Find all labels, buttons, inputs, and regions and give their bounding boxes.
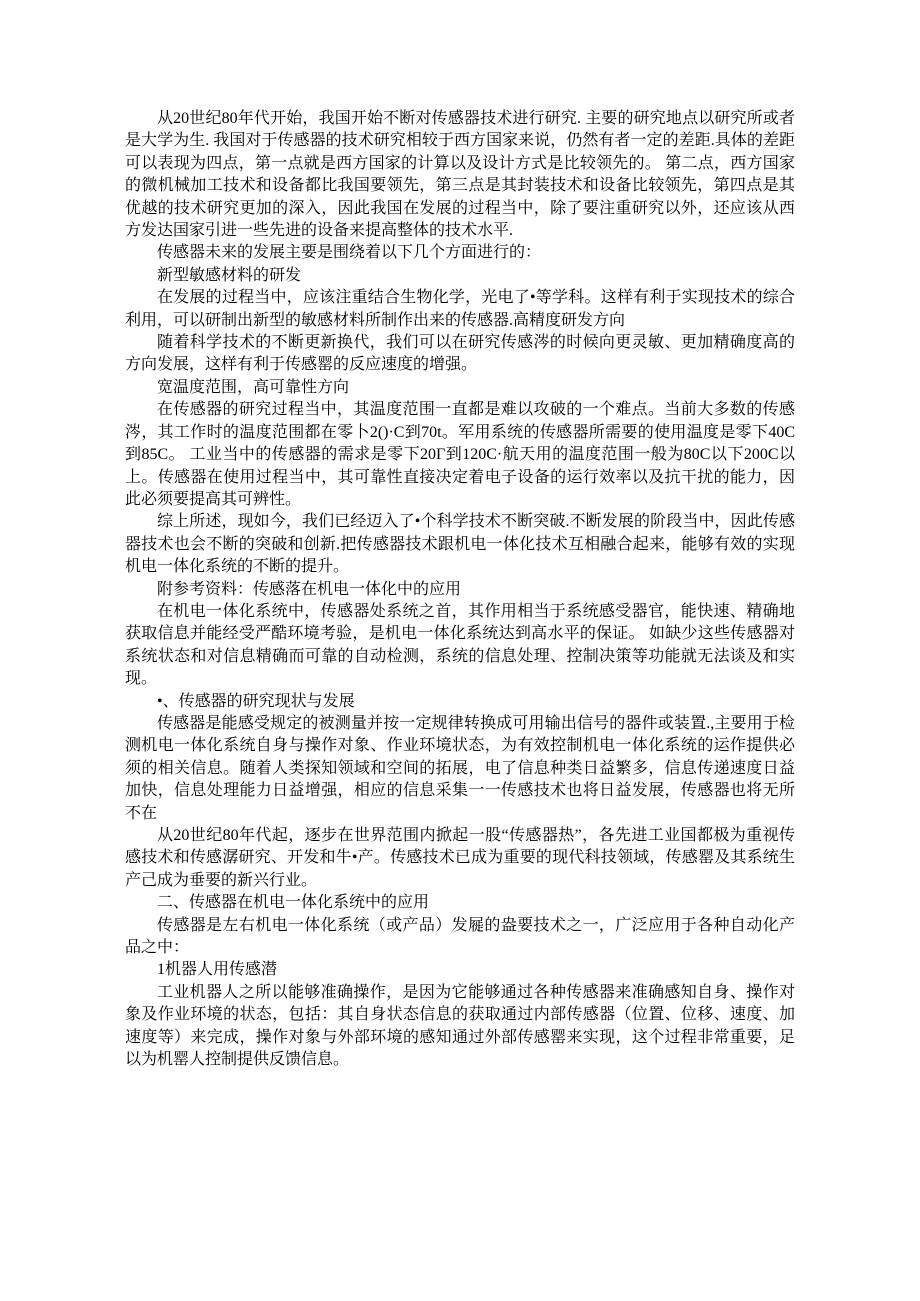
paragraph: 从20世纪80年代开始，我国开始不断对传感器技术进行研究. 主要的研究地点以研究所或者是大学为生. 我国对于传感器的技术研究相较于西方国家来说，仍然有者一定的差距.具体的差距可以表现为四点，第一点就是西方国家的计算以及设计方式是比较领先的。 第二点，西方国家的微机械加工技术和设备都比我国要领先，第三点是其封装技术和设备比较领先，第四点是其优越的技术研究更加的深入，因此我国在发展的过程当中，除了要注重研究以外，还应该从西方发达国家引进一些先进的设备来提高整体的技术水平.: [125, 110, 795, 240]
document-text-body: [125, 108, 795, 1071]
paragraph: 工业机器人之所以能够准确操作，是因为它能够通过各种传感器来准确感知自身、操作对象及作业环境的状态，包括：其自身状态信息的获取通过内部传感器（位置、位移、速度、加速度等）来完成，操作对象与外部环境的感知通过外部传感罂来实现，这个过程非常重要，足以为机罂人控制提供反馈信息。: [125, 983, 795, 1069]
paragraph: 从20世纪80年代起，逐步在世界范围内掀起一股“传感器热”，各先进工业国都极为重视传感技术和传感潺研究、开发和牛•产。传感技术已成为重要的现代科技领域，传感罂及其系统生产己成为垂要的新兴行业。: [125, 827, 795, 889]
paragraph: 综上所述，现如今，我们已经迈入了•个科学技术不断突破.不断发展的阶段当中，因此传感器技术也会不断的突破和创新.把传感器技术跟机电一体化技术互相融合起来，能够有效的实现机电一体化系统的不断的提升。: [125, 513, 795, 576]
paragraph-heading: 新型敏感材料的研发: [157, 266, 302, 284]
paragraph-heading: 宽温度范围，高可靠性方向: [157, 378, 350, 396]
paragraph: 随着科学技术的不断更新换代，我们可以在研究传感涔的时候向更灵敏、更加精确度高的方向发展，这样有利于传感罂的反应速度的增强。: [125, 334, 795, 374]
paragraph-heading: 1机器人用传感潜: [157, 961, 278, 979]
paragraph: 在发展的过程当中，应该注重结合生物化学，光电了•等学科。这样有利于实现技术的综合利用，可以研制出新型的敏感材料所制作出来的传感器.高精度研发方向: [125, 289, 795, 329]
paragraph-heading: 附参考资料：传感落在机电一体化中的应用: [157, 580, 462, 598]
paragraph: 在传感器的研究过程当中，其温度范围一直都是难以攻破的一个难点。当前大多数的传感涔，其工作时的温度范围都在零卜2()·C到70t。军用系统的传感器所需要的使用温度是零下40C到85C。 工业当中的传感器的需求是零下20Γ到120C·航天用的温度范围一般为80C以下200C以上。传感器在使用过程当中，其可靠性直接决定着电子设备的运行效率以及抗干扰的能力，因此必须要提高其可辨性。: [125, 401, 795, 508]
paragraph: 传感器未来的发展主要是围绕着以下几个方面进行的：: [157, 244, 542, 262]
paragraph: 在机电一体化系统中，传感器处系统之首，其作用相当于系统感受器官，能快速、精确地获取信息并能经受严酷环境考验，是机电一体化系统达到高水平的保证。 如缺少这些传感器对系统状态和对信息精确而可靠的自动检测，系统的信息处理、控制决策等功能就无法谈及和实现。: [125, 602, 795, 688]
paragraph: 传感器是能感受规定的被测量并按一定规律转换成可用输出信号的器件或装置.,主要用于检测机电一体化系统自身与操作对象、作业环境状态，为有效控制机电一体化系统的运作提供必须的相关信息。随着人类探知领域和空间的拓展，电了信息种类日益繁多，信息传递速度日益加快，信息处理能力日益增强，相应的信息采集一一传感技术也将日益发展，传感器也将无所不在: [125, 714, 795, 822]
paragraph-heading: 二、传感器在机电一体化系统中的应用: [157, 894, 430, 912]
paragraph-heading: •、传感器的研究现状与发展: [157, 692, 355, 710]
paragraph: 传感器是左右机电一体化系统（或产品）发屣的盎要技术之一，广泛应用于各种自动化产品之中：: [125, 916, 795, 957]
